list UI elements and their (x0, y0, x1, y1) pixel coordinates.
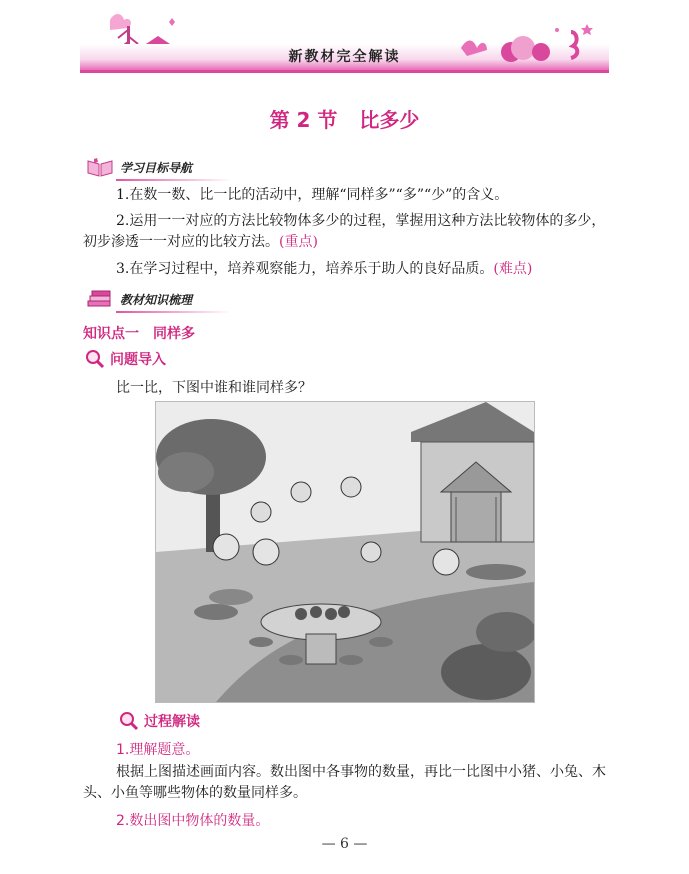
section-number: 第 2 节 (269, 108, 338, 132)
process-heading (118, 711, 200, 731)
goal-item-1: 1.在数一数、比一比的活动中，理解“同样多”“多”“少”的含义。 (116, 187, 509, 203)
magnifier-icon (118, 711, 140, 731)
section-name: 比多少 (359, 108, 420, 132)
page-header (80, 0, 609, 80)
page-number: — 6 — (321, 836, 368, 852)
problem-intro-heading (84, 349, 166, 369)
problem-intro-text: 问题导入 (110, 352, 166, 368)
magnifier-icon (84, 349, 106, 369)
process-step-1-text: 根据上图描述画面内容。数出图中各事物的数量，再比一比图中小猪、小兔、木头、小鱼等哪些物体的数量同样多。 (83, 764, 606, 801)
knowledge-summary-label (86, 289, 192, 309)
learning-goals-label (86, 157, 192, 177)
goal-item-3 (83, 259, 609, 280)
open-book-icon (86, 157, 114, 177)
section-title (0, 104, 689, 133)
goal-item-2 (83, 211, 609, 253)
header-title: 新教材完全解读 (288, 49, 401, 65)
rabbit-flower-decoration-icon (451, 18, 601, 70)
book-stack-icon (86, 289, 114, 309)
process-heading-text: 过程解读 (144, 714, 200, 730)
intro-question: 比一比，下图中谁和谁同样多？ (116, 380, 312, 396)
knowledge-point-number: 知识点一 (83, 326, 139, 342)
comparison-illustration (155, 401, 535, 703)
knowledge-point-heading (83, 323, 195, 343)
key-point-tag: (重点) (279, 234, 318, 250)
process-step-2: 2.数出图中物体的数量。 (116, 813, 270, 829)
header-divider (80, 70, 609, 73)
farm-scene-illustration (156, 402, 534, 702)
difficult-point-tag: (难点) (493, 261, 533, 277)
knowledge-summary-text: 教材知识梳理 (120, 292, 193, 307)
knowledge-point-title: 同样多 (153, 326, 195, 342)
goal-item-2-text: 2.运用一一对应的方法比较物体多少的过程，掌握用这种方法比较物体的多少，初步渗透一一对应的比较方法。 (83, 213, 606, 250)
goal-item-3-text: 3.在学习过程中，培养观察能力，培养乐于助人的良好品质。 (116, 261, 494, 277)
learning-goals-text: 学习目标导航 (120, 160, 193, 175)
process-step-1: 1.理解题意。 (116, 742, 200, 758)
